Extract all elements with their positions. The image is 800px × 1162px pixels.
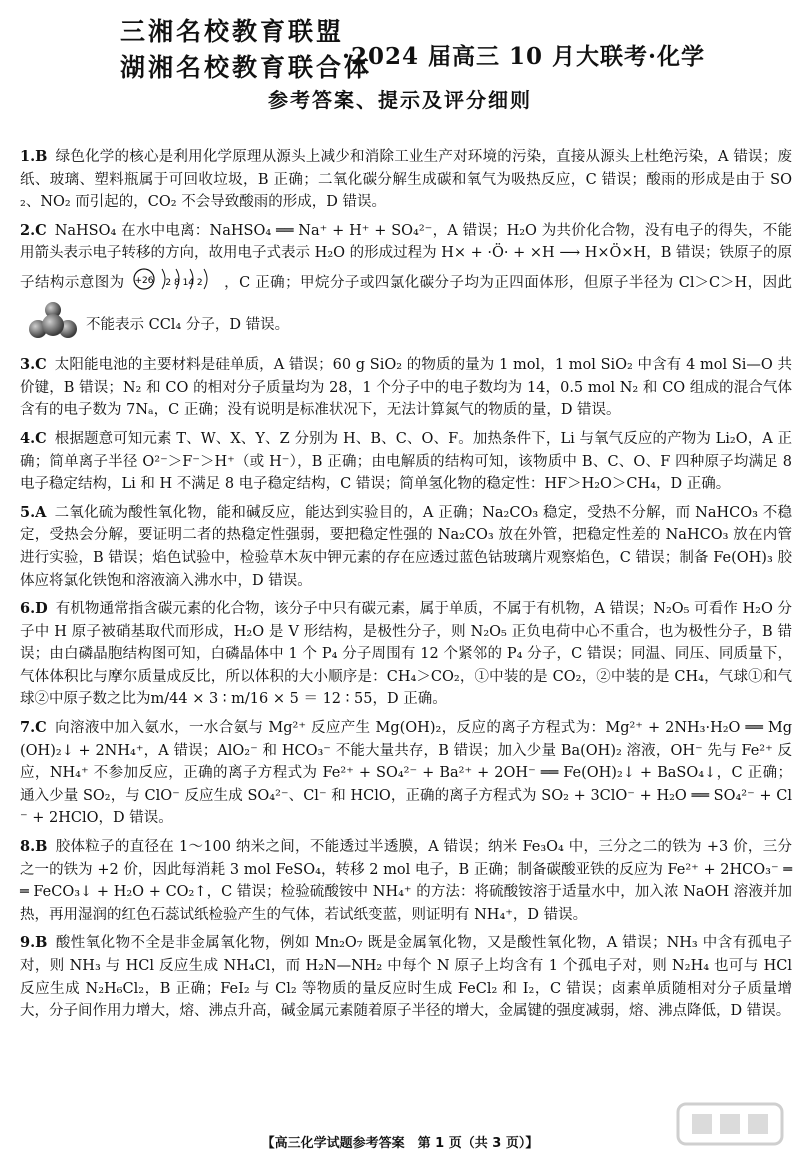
answer-item-6 — [20, 598, 792, 711]
answer-number: 9.B — [20, 934, 48, 952]
answer-explanation: 酸性氧化物不全是非金属氧化物，例如 Mn₂O₇ 既是金属氧化物，又是酸性氧化物，A 错误；NH₃ 中含有孤电子对，则 NH₃ 与 HCl 反应生成 NH₄Cl，而 H₂N—NH₂ 中每个 N 原子上均含有 1 个孤电子对，则 N₂H₄ 也可与 HCl 反应生成 N₂H₆Cl₂，B 正确；FeI₂ 与 Cl₂ 等物质的量反应时生成 FeCl₂ 和 I₂，C 错误；卤素单质随相对分子质量增大，分子间作用力增大，熔、沸点升高，碱金属元素随着原子半径的增大，金属键的强度减弱，熔、沸点降低，D 错误。 — [20, 935, 792, 1020]
answer-number: 6.D — [20, 600, 48, 618]
answer-item-5 — [20, 502, 792, 592]
answer-explanation: 太阳能电池的主要材料是硅单质，A 错误；60 g SiO₂ 的物质的量为 1 mol，1 mol SiO₂ 中含有 4 mol Si—O 共价键，B 错误；N₂ 和 CO 的相对分子质量均为 28，1 个分子中的电子数均为 14，0.5 mol N₂ 和 CO 组成的混合气体含有的电子数为 7Nₐ，C 正确；没有说明是标准状况下，无法计算氮气的物质的量，D 错误。 — [20, 357, 792, 419]
answer-explanation-part-c: 不能表示 CCl₄ 分子，D 错误。 — [86, 316, 290, 333]
atom-ratio-expression: m/44 × 3 ∶ m/16 × 5 — [150, 691, 299, 708]
nucleus-charge-label: +26 — [134, 275, 154, 286]
answer-item-4 — [20, 428, 792, 496]
page-header — [0, 10, 800, 125]
answer-explanation: 向溶液中加入氨水，一水合氨与 Mg²⁺ 反应产生 Mg(OH)₂，反应的离子方程式为：Mg²⁺ + 2NH₃·H₂O ══ Mg(OH)₂↓ + 2NH₄⁺，A 错误；AlO₂⁻ 和 HCO₃⁻ 不能大量共存，B 错误；加入少量 Ba(OH)₂ 溶液，OH⁻ 先与 Fe²⁺ 反应，NH₄⁺ 不参加反应，正确的离子方程式为 Fe²⁺ + SO₄²⁻ + Ba²⁺ + 2OH⁻ ══ Fe(OH)₂↓ + BaSO₄↓，C 正确；通入少量 SO₂，与 ClO⁻ 反应生成 SO₄²⁻、Cl⁻ 和 HClO，正确的离子方程式为 SO₂ + 3ClO⁻ + H₂O ══ SO₄²⁻ + Cl⁻ + 2HClO，D 错误。 — [20, 720, 792, 827]
answer-number: 4.C — [20, 429, 47, 447]
iron-atom-structure-diagram — [132, 265, 222, 301]
answer-number: 7.C — [20, 719, 47, 737]
answer-number: 5.A — [20, 503, 47, 521]
answer-explanation: 胶体粒子的直径在 1～100 纳米之间，不能透过半透膜，A 错误；纳米 Fe₃O₄ 中，三分之二的铁为 +3 价，三分之一的铁为 +2 价，因此每消耗 3 mol FeSO₄，转移 2 mol 电子，B 正确；制备碳酸亚铁的反应为 Fe²⁺ + 2HCO₃⁻ ══ FeCO₃↓ + H₂O + CO₂↑，C 错误；检验硫酸铵中 NH₄⁺ 的方法：将硫酸铵溶于适量水中，加入浓 NaOH 溶液并加热，再用湿润的红色石蕊试纸检验产生的气体，若试纸变蓝，则证明有 NH₄⁺，D 错误。 — [20, 839, 792, 923]
corner-watermark-logo — [670, 1094, 790, 1154]
electron-shell-counts: 2 8 14 2 — [165, 277, 203, 288]
answer-explanation: 根据题意可知元素 T、W、X、Y、Z 分别为 H、B、C、O、F。加热条件下，Li 与氧气反应的产物为 Li₂O，A 正确；简单离子半径 O²⁻＞F⁻＞H⁺（或 H⁻），B 正确；由电解质的结构可知，该物质中 B、C、O、F 四种原子均满足 8 电子稳定结构，Li 和 H 不满足 8 电子稳定结构，C 错误；简单氢化物的稳定性：HF＞H₂O＞CH₄，D 正确。 — [20, 430, 792, 493]
answer-explanation-part-a: NaHSO₄ 在水中电离：NaHSO₄ ══ Na⁺ + H⁺ + SO₄²⁻，A 错误；H₂O 为共价化合物，没有电子的得失，不能用箭头表示电子转移的方向，故用电子式表示 H₂O 的形成过程为 H× + ·Ö· + ×H ⟶ H×Ö×H，B 错误；铁原子的原子结构示意图为 — [20, 222, 792, 291]
answer-item-3 — [20, 354, 792, 422]
answer-explanation-part-a: 有机物通常指含碳元素的化合物，该分子中只有碳元素，属于单质，不属于有机物，A 错误；N₂O₅ 可看作 H₂O 分子中 H 原子被硝基取代而形成，H₂O 是 V 形结构，是极性分子，则 N₂O₅ 正负电荷中心不重合，也为极性分子，B 错误；由白磷晶胞结构图可知，白磷晶体中 1 个 P₄ 分子周围有 12 个紧邻的 P₄ 分子，C 错误；同温、同压、同质量下，气体体积比与摩尔质量成反比，所以体积的大小顺序是：CH₄＞CO₂，①中装的是 CO₂，②中装的是 CH₄，气球①和气球②中原子数之比为 — [20, 601, 792, 708]
answer-explanation-part-b: ＝ 12 ∶ 55，D 正确。 — [298, 691, 447, 708]
answer-explanation-part-b: ，C 正确；甲烷分子或四氯化碳分子均为正四面体形，但原子半径为 Cl＞C＞H，因此 — [223, 274, 793, 291]
answer-number: 8.B — [20, 838, 48, 856]
answer-list — [20, 146, 792, 1029]
organizer-line-1: 三湘名校教育联盟 — [120, 17, 345, 46]
answer-number: 2.C — [20, 221, 47, 239]
answer-item-2 — [20, 220, 792, 348]
answer-item-9 — [20, 932, 792, 1022]
answer-key-subtitle: 参考答案、提示及评分细则 — [268, 88, 532, 112]
answer-explanation: 二氧化硫为酸性氧化物，能和碱反应，能达到实验目的，A 正确；Na₂CO₃ 稳定，受热不分解，而 NaHCO₃ 不稳定，受热会分解，要证明二者的热稳定性强弱，要把稳定性强的 Na₂CO₃ 放在外管，把稳定性差的 NaHCO₃ 放在内管进行实验，B 错误；焰色试验中，检验草木灰中钾元素的存在应透过蓝色钴玻璃片观察焰色，C 错误；制备 Fe(OH)₃ 胶体应将氯化铁饱和溶液滴入沸水中，D 错误。 — [20, 504, 792, 589]
answer-item-8 — [20, 836, 792, 926]
answer-item-1 — [20, 146, 792, 214]
answer-number: 1.B — [20, 148, 48, 165]
organizer-line-2: 湖湘名校教育联合体 — [120, 53, 373, 82]
space-filling-molecule-model-image — [26, 301, 80, 349]
answer-number: 3.C — [20, 356, 47, 374]
answer-item-7 — [20, 717, 792, 830]
exam-title: ·2024 届高三 10 月大联考·化学 — [342, 43, 706, 70]
answer-explanation: 绿色化学的核心是利用化学原理从源头上减少和消除工业生产对环境的污染，直接从源头上杜绝污染，A 错误；废纸、玻璃、塑料瓶属于可回收垃圾，B 正确；二氧化碳分解生成碳和氧气为吸热反应，C 错误；酸雨的形成是由于 SO₂、NO₂ 而引起的，CO₂ 不会导致酸雨的形成，D 错误。 — [20, 149, 792, 211]
page-footer: 【高三化学试题参考答案 第 1 页（共 3 页）】 — [261, 1136, 539, 1151]
